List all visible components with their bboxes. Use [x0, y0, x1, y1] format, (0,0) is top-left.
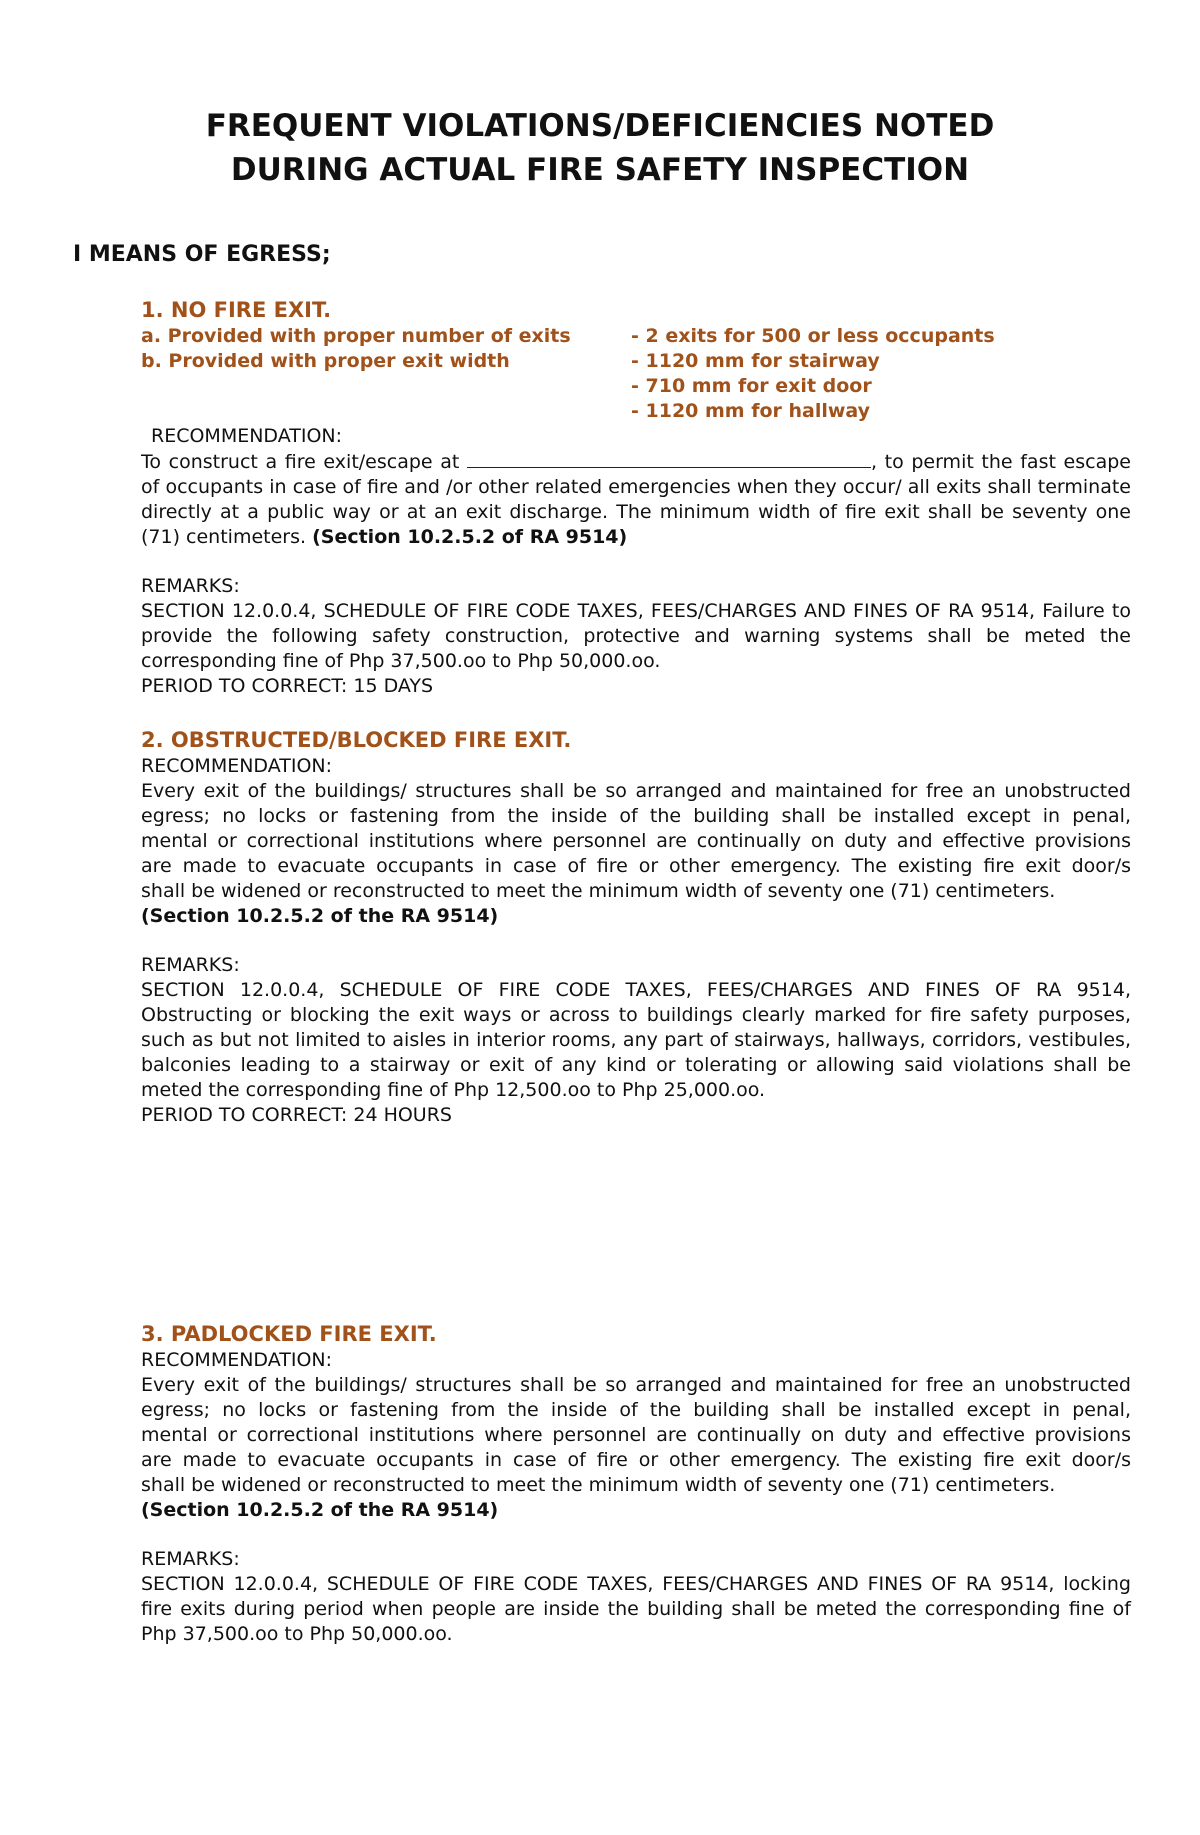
rec-text-start: To construct a fire exit/escape at	[141, 451, 467, 473]
requirement-b-value	[141, 399, 1131, 424]
remarks-text	[141, 1572, 1131, 1647]
recommendation-line: egress; no locks or fastening from the inside of the building shall be installed except in penal,	[141, 1399, 1131, 1421]
requirement-value: - 2 exits for 500 or less occupants	[631, 325, 995, 347]
period-to-correct: PERIOD TO CORRECT: 15 DAYS	[141, 675, 434, 697]
rec-citation: (Section 10.2.5.2 of the RA 9514)	[141, 1499, 499, 1521]
requirement-b	[141, 349, 1131, 374]
recommendation-line: mental or correctional institutions where personnel are continually on duty and effective provisions	[141, 1424, 1131, 1446]
requirement-label: a. Provided with proper number of exits	[141, 325, 571, 347]
recommendation-line: egress; no locks or fastening from the inside of the building shall be installed except in penal,	[141, 805, 1131, 827]
title-line-2: DURING ACTUAL FIRE SAFETY INSPECTION	[230, 152, 970, 188]
period-to-correct: PERIOD TO CORRECT: 24 HOURS	[141, 1104, 452, 1126]
recommendation-line: shall be widened or reconstructed to meet the minimum width of seventy one (71) centimeters.	[141, 880, 1056, 902]
requirement-a	[141, 324, 1131, 349]
requirement-value: - 710 mm for exit door	[631, 375, 872, 397]
requirement-value: - 1120 mm for hallway	[631, 400, 871, 422]
part-heading: I MEANS OF EGRESS;	[73, 242, 331, 267]
document-title	[0, 104, 1200, 192]
remarks-section-ref: SECTION 12.0.0.4, SCHEDULE OF FIRE CODE TAXES, FEES/CHARGES AND FINES OF RA 9514	[141, 1573, 1049, 1595]
remarks-section-ref: SECTION 12.0.0.4, SCHEDULE OF FIRE CODE TAXES, FEES/CHARGES AND FINES OF RA 9514	[141, 600, 1030, 622]
rec-citation: (Section 10.2.5.2 of RA 9514)	[312, 526, 628, 548]
requirement-b-value	[141, 374, 1131, 399]
recommendation-label: RECOMMENDATION:	[141, 755, 333, 777]
section-obstructed-fire-exit	[141, 726, 1131, 1128]
section-no-fire-exit	[141, 296, 1131, 699]
recommendation-label: RECOMMENDATION:	[151, 425, 343, 447]
section-padlocked-fire-exit	[141, 1320, 1131, 1647]
remarks-text	[141, 599, 1131, 674]
remarks-body: , Obstructing or blocking the exit ways or across to buildings clearly marked for fire safety purposes, such as but not limited to aisles in interior rooms, any part of stairways, hallways, corridors, vestibules, balconies leading to a stairway or exit of any kind or tolerating or allowing said violations shall be meted the corresponding fine of Php 12,500.oo to Php 25,000.oo.	[141, 979, 1131, 1101]
section-title: 3. PADLOCKED FIRE EXIT.	[141, 1322, 437, 1346]
requirement-value: - 1120 mm for stairway	[631, 350, 880, 372]
requirement-label: b. Provided with proper exit width	[141, 350, 510, 372]
recommendation-line: Every exit of the buildings/ structures shall be so arranged and maintained for free an unobstructed	[141, 1374, 1131, 1396]
rec-citation: (Section 10.2.5.2 of the RA 9514)	[141, 905, 499, 927]
recommendation-line: shall be widened or reconstructed to meet the minimum width of seventy one (71) centimeters.	[141, 1474, 1056, 1496]
recommendation-text	[141, 449, 1131, 550]
remarks-body: , Failure to provide the following safety construction, protective and warning systems shall be meted the corresponding fine of Php 37,500.oo to Php 50,000.oo.	[141, 600, 1131, 672]
blank-line	[467, 449, 871, 468]
recommendation-line: are made to evacuate occupants in case of fire or other emergency. The existing fire exit door/s	[141, 855, 1131, 877]
remarks-label: REMARKS:	[141, 1548, 240, 1570]
requirements-list	[141, 324, 1131, 424]
section-title: 1. NO FIRE EXIT.	[141, 298, 332, 322]
remarks-section-ref: SECTION 12.0.0.4, SCHEDULE OF FIRE CODE TAXES, FEES/CHARGES AND FINES OF RA 9514	[141, 979, 1125, 1001]
remarks-body: , locking fire exits during period when people are inside the building shall be meted the corresponding fine of Php 37,500.oo to Php 50,000.oo.	[141, 1573, 1131, 1645]
recommendation-label: RECOMMENDATION:	[141, 1349, 333, 1371]
recommendation-line: Every exit of the buildings/ structures shall be so arranged and maintained for free an unobstructed	[141, 780, 1131, 802]
remarks-label: REMARKS:	[141, 575, 240, 597]
recommendation-line: are made to evacuate occupants in case of fire or other emergency. The existing fire exit door/s	[141, 1449, 1131, 1471]
recommendation-line: mental or correctional institutions where personnel are continually on duty and effective provisions	[141, 830, 1131, 852]
title-line-1: FREQUENT VIOLATIONS/DEFICIENCIES NOTED	[205, 108, 995, 144]
rec-text-end: , to permit the fast escape of occupants in case of fire and /or other related emergencies when they occur/ all exits shall terminate directly at a public way or at an exit discharge. The minimum width of fire exit shall be seventy one (71) centimeters.	[141, 451, 1131, 548]
section-title: 2. OBSTRUCTED/BLOCKED FIRE EXIT.	[141, 728, 572, 752]
remarks-label: REMARKS:	[141, 954, 240, 976]
remarks-text	[141, 978, 1131, 1103]
